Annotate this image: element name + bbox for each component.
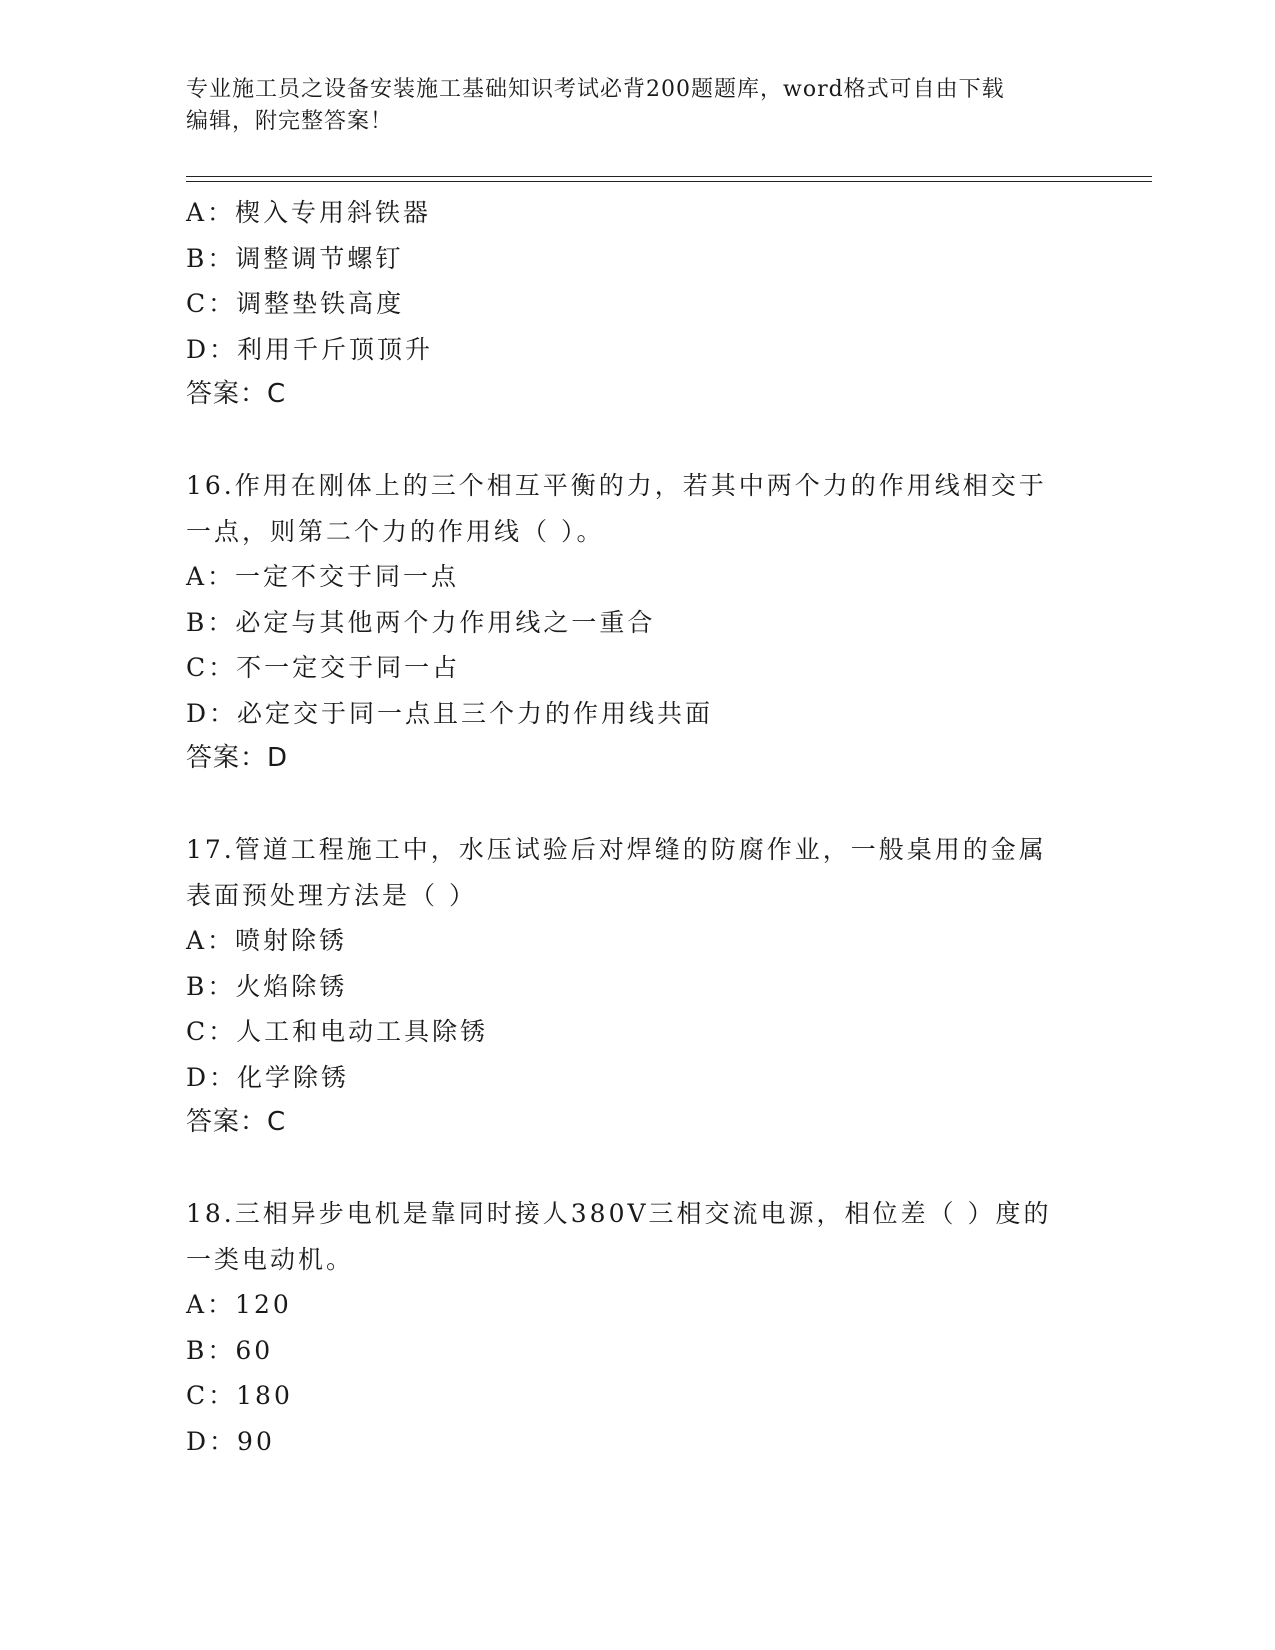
q17-option-a: A：喷射除锈 (186, 926, 348, 955)
question-17-block (186, 827, 1086, 1146)
question-18-block (186, 1191, 1086, 1464)
q16-question-line-1: 16.作用在刚体上的三个相互平衡的力，若其中两个力的作用线相交于 (186, 471, 1047, 500)
header-divider-bottom (186, 181, 1152, 182)
q17-question-line-2: 表面预处理方法是（ ） (186, 880, 477, 910)
q15-option-b: B：调整调节螺钉 (186, 243, 404, 273)
spacer (186, 418, 1086, 464)
document-header (186, 74, 1066, 138)
q16-answer: 答案：D (186, 743, 289, 773)
q15-option-a: A：楔入专用斜铁器 (186, 198, 432, 227)
q15-option-c: C：调整垫铁高度 (186, 289, 405, 318)
q17-question-line-1: 17.管道工程施工中，水压试验后对焊缝的防腐作业，一般桌用的金属 (186, 835, 1047, 864)
q16-option-d: D：必定交于同一点且三个力的作用线共面 (186, 698, 714, 728)
header-title-line-2: 编辑，附完整答案！ (186, 109, 394, 134)
q18-option-d: D：90 (186, 1426, 275, 1456)
header-title-line-1: 专业施工员之设备安装施工基础知识考试必背200题题库，word格式可自由下载 (186, 77, 1005, 102)
q18-question-line-2: 一类电动机。 (186, 1244, 355, 1274)
spacer (186, 782, 1086, 828)
q18-question-line-1: 18.三相异步电机是靠同时接人380V三相交流电源，相位差（ ）度的 (186, 1199, 1052, 1228)
q16-option-c: C：不一定交于同一占 (186, 653, 461, 682)
q17-option-b: B：火焰除锈 (186, 971, 348, 1001)
question-list (186, 190, 1086, 1464)
q15-option-d: D：利用千斤顶顶升 (186, 334, 434, 364)
q16-option-a: A：一定不交于同一点 (186, 562, 460, 591)
question-15-block (186, 190, 1086, 418)
spacer (186, 1146, 1086, 1192)
question-16-block (186, 463, 1086, 782)
q17-answer: 答案：C (186, 1107, 287, 1137)
q16-option-b: B：必定与其他两个力作用线之一重合 (186, 607, 656, 637)
q18-option-c: C：180 (186, 1381, 293, 1410)
header-divider-top (186, 176, 1152, 177)
q17-option-d: D：化学除锈 (186, 1062, 350, 1092)
q18-option-a: A：120 (186, 1290, 292, 1319)
q16-question-line-2: 一点，则第二个力的作用线（ ）。 (186, 516, 605, 546)
q17-option-c: C：人工和电动工具除锈 (186, 1017, 489, 1046)
q18-option-b: B：60 (186, 1335, 274, 1365)
q15-answer: 答案：C (186, 379, 287, 409)
